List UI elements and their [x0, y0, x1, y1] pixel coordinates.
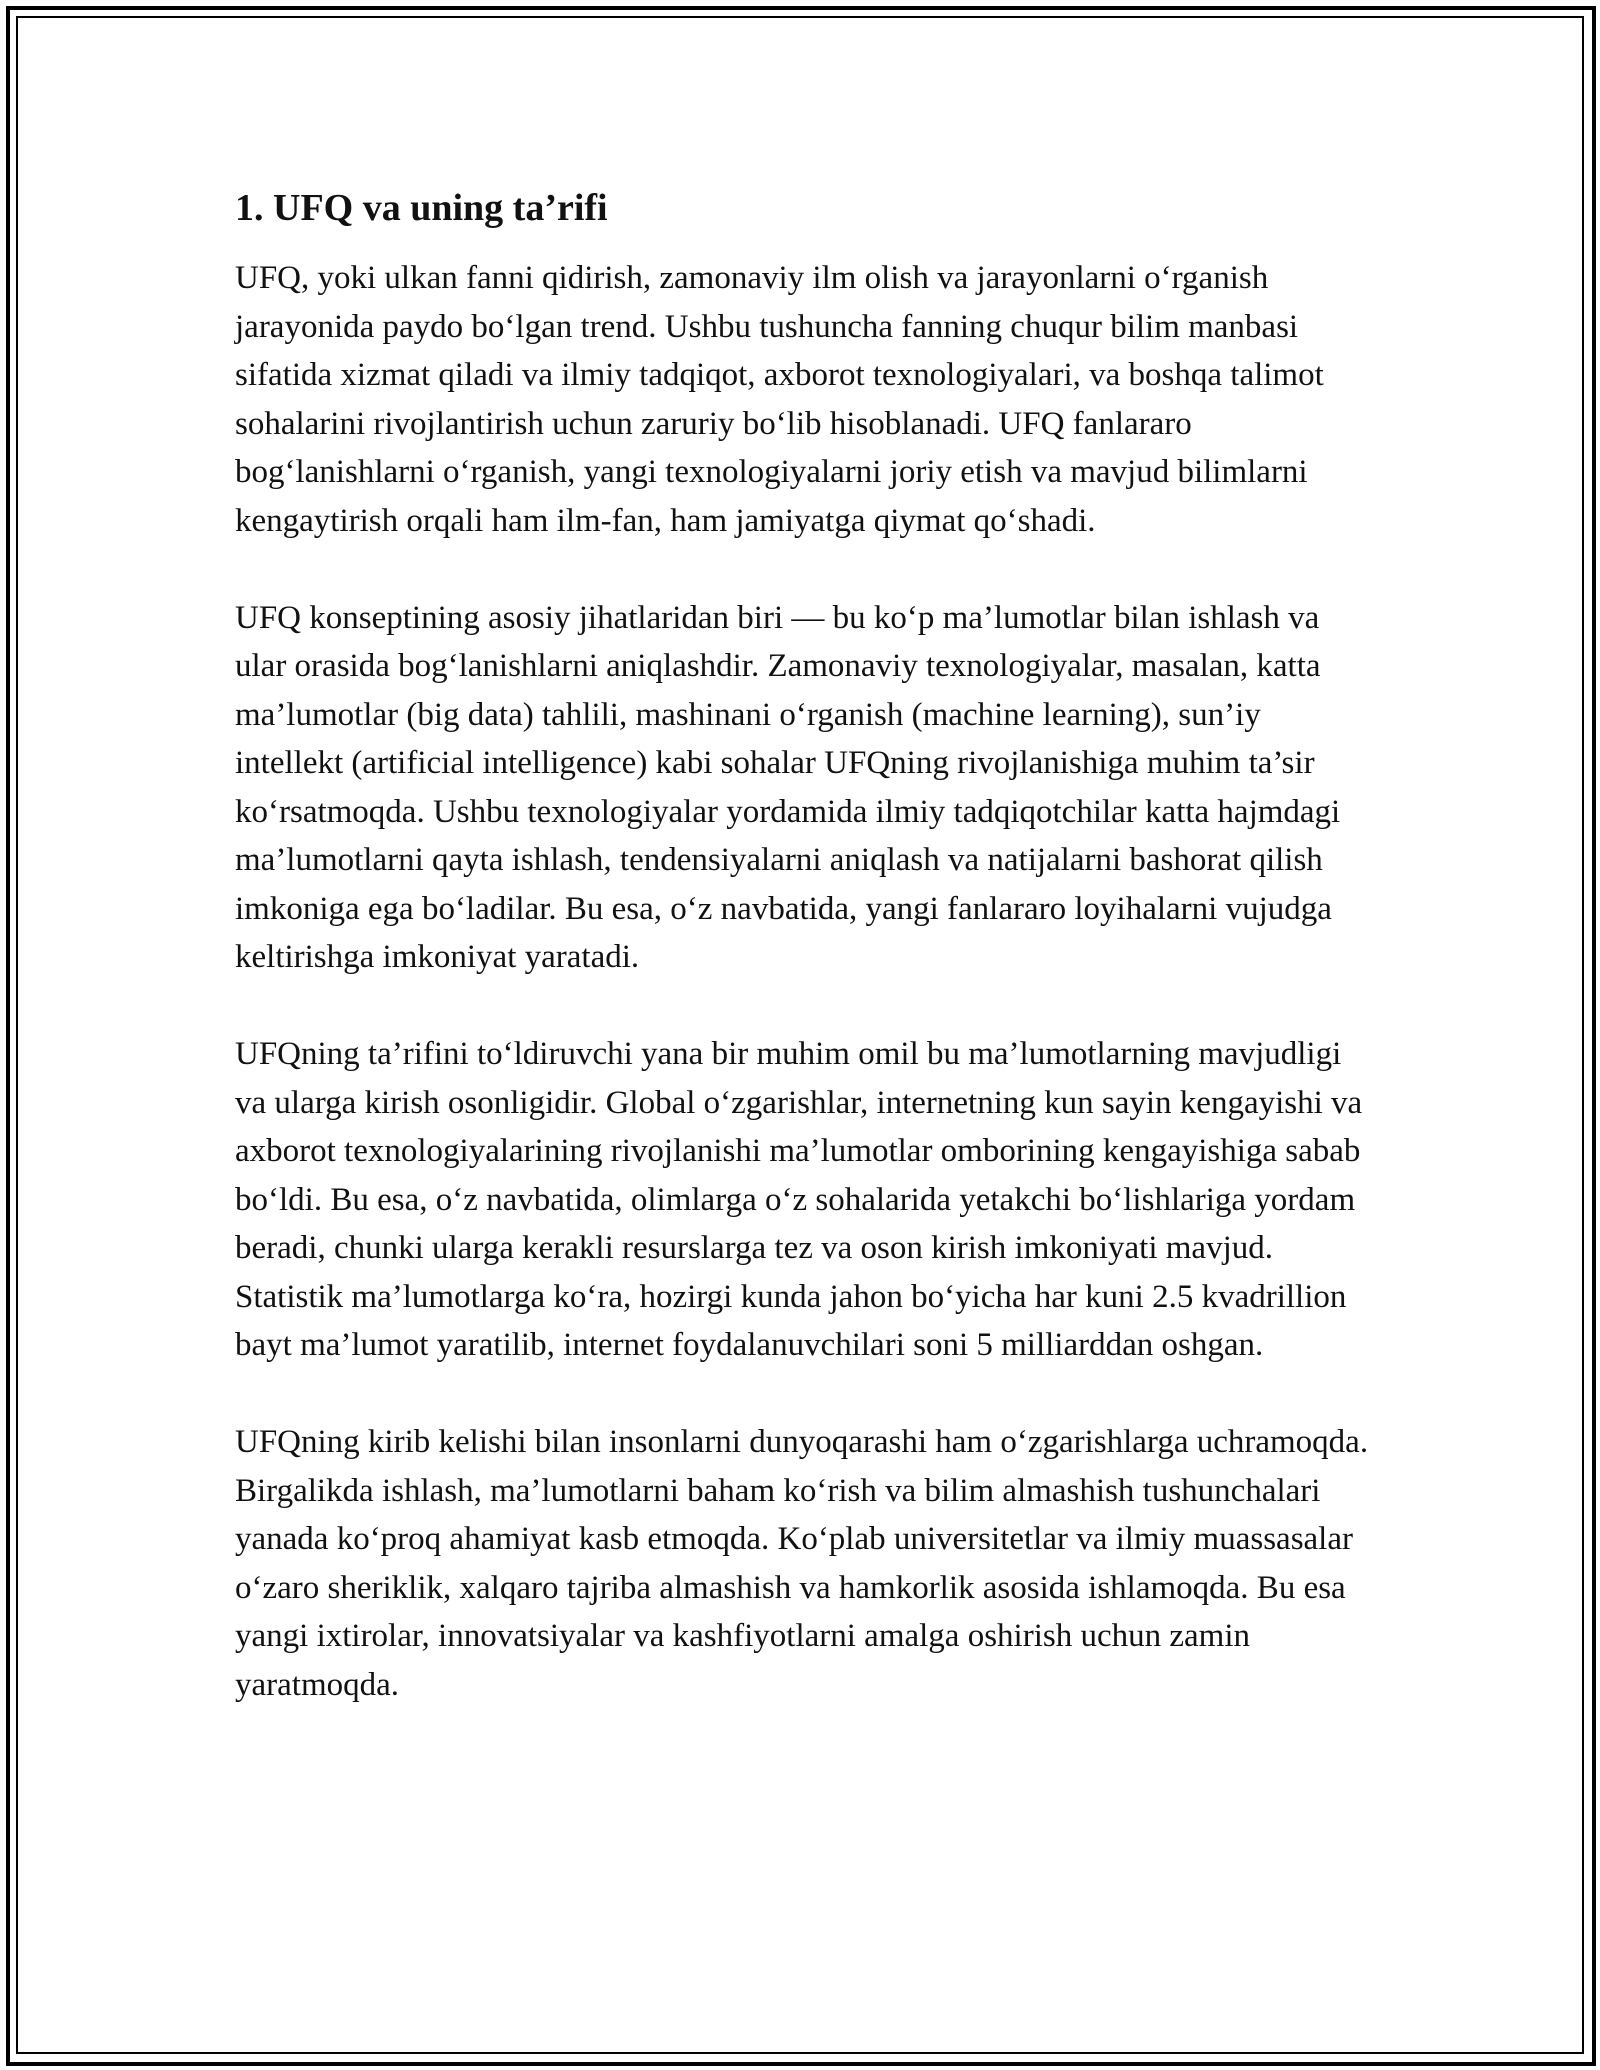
paragraph-3: UFQning ta’rifini to‘ldiruvchi yana bir muhim omil bu ma’lumotlarning mavjudligi va ularga kirish osonligidir. Global o‘zgarishlar, internetning kun sayin kengayishi va axborot texnologiyalarining rivojlanishi ma’lumotlar omborining kengayishiga sabab bo‘ldi. Bu esa, o‘z navbatida, olimlarga o‘z sohalarida yetakchi bo‘lishlariga yordam beradi, chunki ularga kerakli resurslarga tez va oson kirish imkoniyati mavjud. Statistik ma’lumotlarga ko‘ra, hozirgi kunda jahon bo‘yicha har kuni 2.5 kvadrillion bayt ma’lumot yaratilib, internet foydalanuvchilari soni 5 milliarddan oshgan. [235, 1036, 1363, 1363]
paragraph-2: UFQ konseptining asosiy jihatlaridan biri — bu ko‘p ma’lumotlar bilan ishlash va ular orasida bog‘lanishlarni aniqlashdir. Zamonaviy texnologiyalar, masalan, katta ma’lumotlar (big data) tahlili, mashinani o‘rganish (machine learning), sun’iy intellekt (artificial intelligence) kabi sohalar UFQning rivojlanishiga muhim ta’sir ko‘rsatmoqda. Ushbu texnologiyalar yordamida ilmiy tadqiqotchilar katta hajmdagi ma’lumotlarni qayta ishlash, tendensiyalarni aniqlash va natijalarni bashorat qilish imkoniga ega bo‘ladilar. Bu esa, o‘z navbatida, yangi fanlararo loyihalarni vujudga keltirishga imkoniyat yaratadi. [235, 599, 1341, 975]
section-heading: 1. UFQ va uning ta’rifi [235, 187, 608, 229]
document-body [235, 184, 1375, 1709]
paragraph-4: UFQning kirib kelishi bilan insonlarni dunyoqarashi ham o‘zgarishlarga uchramoqda. Birgalikda ishlash, ma’lumotlarni baham ko‘rish va bilim almashish tushunchalari yanada ko‘proq ahamiyat kasb etmoqda. Ko‘plab universitetlar va ilmiy muassasalar o‘zaro sheriklik, xalqaro tajriba almashish va hamkorlik asosida ishlamoqda. Bu esa yangi ixtirolar, innovatsiyalar va kashfiyotlarni amalga oshirish uchun zamin yaratmoqda. [235, 1424, 1369, 1703]
paragraph-1: UFQ, yoki ulkan fanni qidirish, zamonaviy ilm olish va jarayonlarni o‘rganish jarayonida paydo bo‘lgan trend. Ushbu tushuncha fanning chuqur bilim manbasi sifatida xizmat qiladi va ilmiy tadqiqot, axborot texnologiyalari, va boshqa talimot sohalarini rivojlantirish uchun zaruriy bo‘lib hisoblanadi. UFQ fanlararo bog‘lanishlarni o‘rganish, yangi texnologiyalarni joriy etish va mavjud bilimlarni kengaytirish orqali ham ilm-fan, ham jamiyatga qiymat qo‘shadi. [235, 260, 1324, 539]
